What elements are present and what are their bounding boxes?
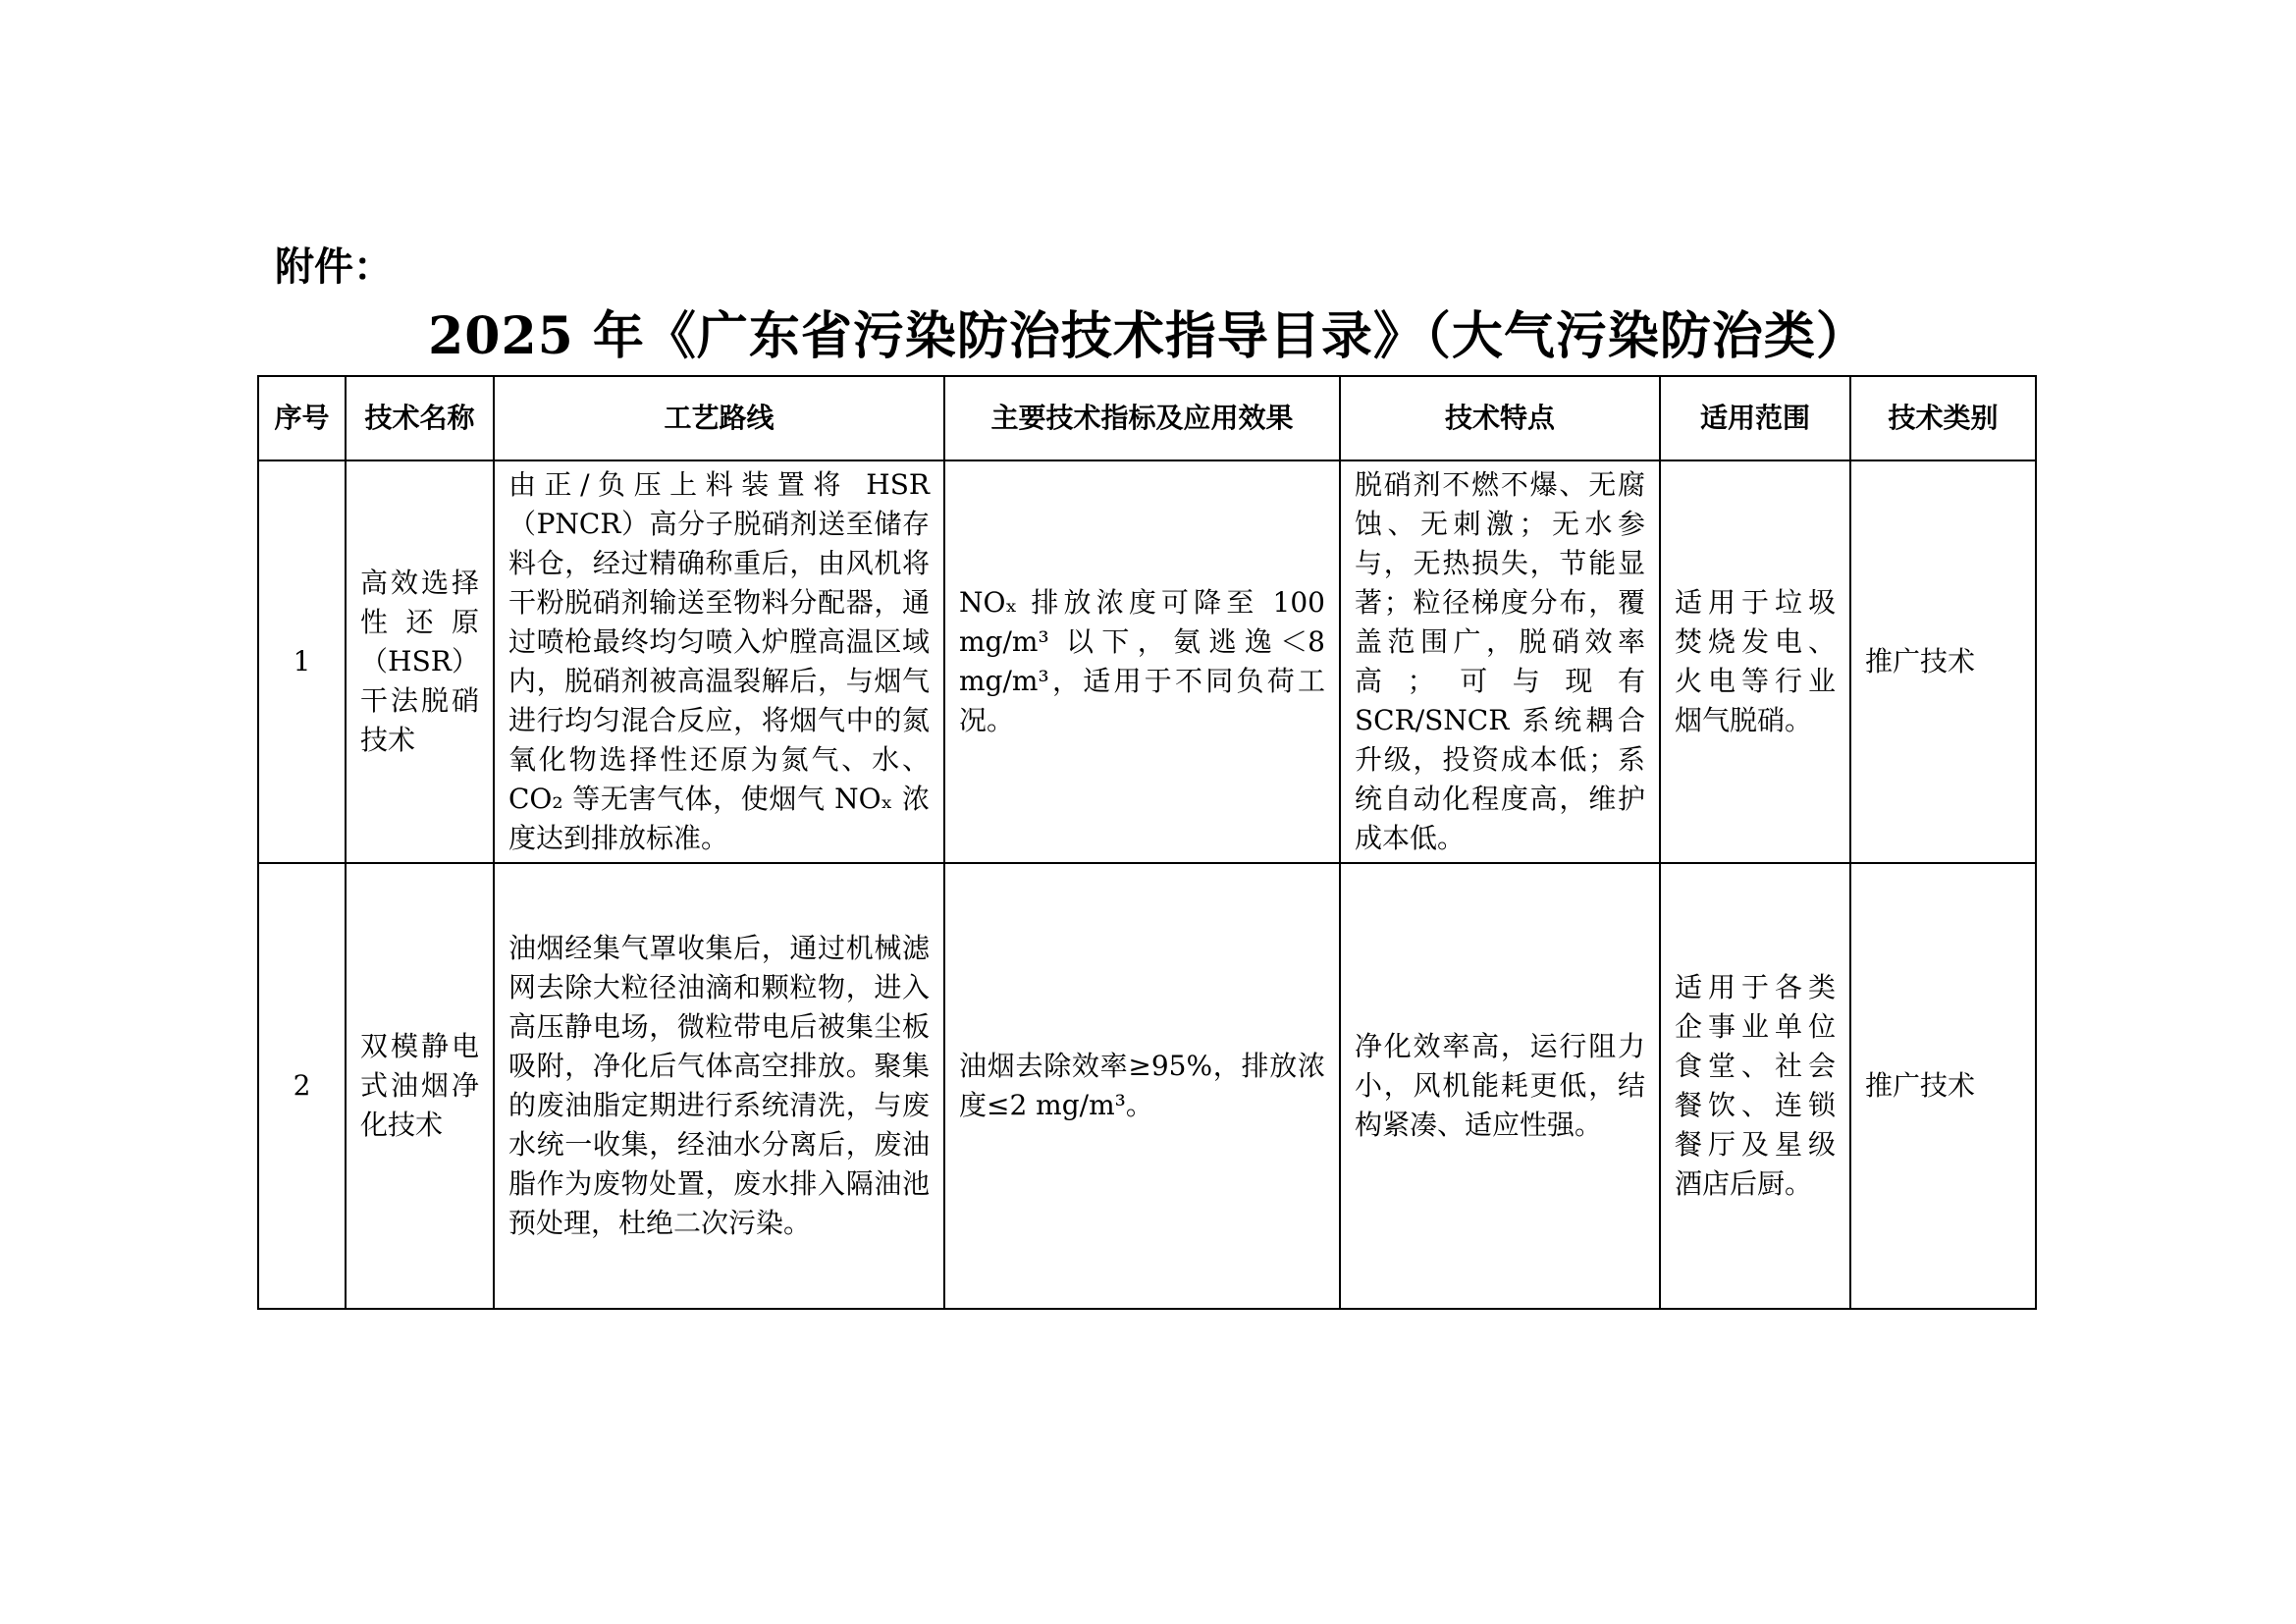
header-category: 技术类别: [1850, 376, 2036, 460]
row-scope: 适用于垃圾焚烧发电、火电等行业烟气脱硝。: [1660, 460, 1850, 863]
header-name: 技术名称: [346, 376, 494, 460]
table-row: [258, 863, 2036, 1309]
header-indicators: 主要技术指标及应用效果: [944, 376, 1340, 460]
row-indicators: 油烟去除效率≥95%，排放浓度≤2 mg/m³。: [944, 863, 1340, 1309]
row-name: 高效选择性还原（HSR）干法脱硝技术: [346, 460, 494, 863]
row-name: 双模静电式油烟净化技术: [346, 863, 494, 1309]
header-process: 工艺路线: [494, 376, 944, 460]
header-features: 技术特点: [1340, 376, 1660, 460]
row-index: 2: [258, 863, 346, 1309]
row-category: 推广技术: [1850, 460, 2036, 863]
page-title: 2025 年《广东省污染防治技术指导目录》（大气污染防治类）: [428, 306, 1868, 366]
header-index: 序号: [258, 376, 346, 460]
row-index: 1: [258, 460, 346, 863]
technology-catalog-table: [257, 375, 2037, 1310]
row-process: 油烟经集气罩收集后，通过机械滤网去除大粒径油滴和颗粒物，进入高压静电场，微粒带电后被集尘板吸附，净化后气体高空排放。聚集的废油脂定期进行系统清洗，与废水统一收集，经油水分离后，废油脂作为废物处置，废水排入隔油池预处理，杜绝二次污染。: [494, 863, 944, 1309]
row-features: 净化效率高，运行阻力小，风机能耗更低，结构紧凑、适应性强。: [1340, 863, 1660, 1309]
row-features: 脱硝剂不燃不爆、无腐蚀、无刺激；无水参与，无热损失，节能显著；粒径梯度分布，覆盖范围广，脱硝效率高；可与现有 SCR/SNCR 系统耦合升级，投资成本低；系统自动化程度高，维护成本低。: [1340, 460, 1660, 863]
table-row: [258, 460, 2036, 863]
header-scope: 适用范围: [1660, 376, 1850, 460]
attachment-label: 附件：: [275, 244, 393, 290]
row-scope: 适用于各类企事业单位食堂、社会餐饮、连锁餐厅及星级酒店后厨。: [1660, 863, 1850, 1309]
table-header-row: [258, 376, 2036, 460]
row-category: 推广技术: [1850, 863, 2036, 1309]
row-process: 由正/负压上料装置将 HSR（PNCR）高分子脱硝剂送至储存料仓，经过精确称重后，由风机将干粉脱硝剂输送至物料分配器，通过喷枪最终均匀喷入炉膛高温区域内，脱硝剂被高温裂解后，与烟气进行均匀混合反应，将烟气中的氮氧化物选择性还原为氮气、水、CO₂ 等无害气体，使烟气 NOₓ 浓度达到排放标准。: [494, 460, 944, 863]
row-indicators: NOₓ 排放浓度可降至 100 mg/m³ 以下，氨逃逸＜8 mg/m³，适用于不同负荷工况。: [944, 460, 1340, 863]
